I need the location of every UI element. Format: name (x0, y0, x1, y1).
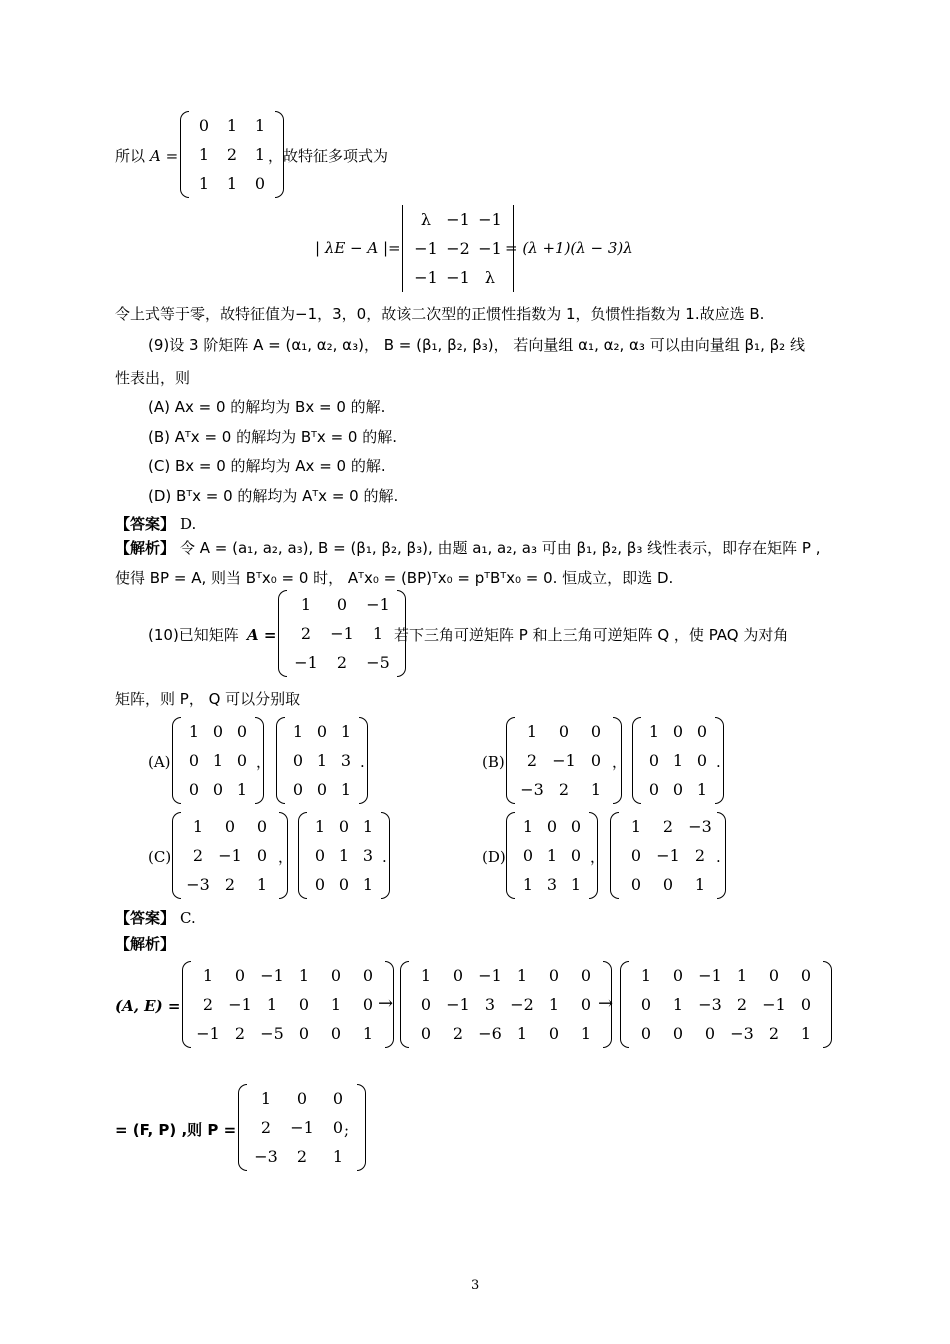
matrix-row (308, 841, 380, 870)
matrix-cell: −2 (510, 995, 534, 1014)
matrix-cell: 1 (548, 995, 560, 1014)
matrix-row (410, 961, 602, 990)
comma: ， (278, 848, 294, 866)
matrix-row (288, 619, 396, 648)
q10-option-b-q (632, 717, 724, 804)
matrix-cell: 0 (640, 1024, 652, 1043)
q10-option-d-p (506, 812, 598, 899)
matrix-cell: 1 (192, 817, 204, 836)
matrix-cell: 2 (296, 1147, 308, 1166)
matrix-row (516, 870, 588, 899)
matrix-cell: −1 (446, 995, 470, 1014)
matrix-cell: 0 (298, 1024, 310, 1043)
matrix-cell: 0 (236, 722, 248, 741)
intro-prefix: 所以 (115, 147, 146, 165)
matrix-cell: λ (484, 268, 496, 287)
matrix-cell: 1 (362, 875, 374, 894)
matrix-cell: 2 (234, 1024, 246, 1043)
matrix-cell: 0 (188, 780, 200, 799)
matrix-cell: −3 (520, 780, 544, 799)
matrix-cell: 1 (254, 116, 266, 135)
matrix-cell: 1 (260, 1089, 272, 1108)
matrix-cell: 2 (202, 995, 214, 1014)
q10-option-c-label: (C) (148, 848, 172, 866)
matrix-cell: 0 (768, 966, 780, 985)
matrix-cell: −3 (254, 1147, 278, 1166)
matrix-cell: 0 (580, 995, 592, 1014)
matrix-cell: 1 (198, 174, 210, 193)
matrix-row (286, 775, 358, 804)
period: . (716, 753, 721, 771)
matrix-cell: 0 (546, 817, 558, 836)
matrix-cell: 2 (226, 145, 238, 164)
matrix-cell: −1 (260, 966, 284, 985)
matrix-row (620, 841, 716, 870)
matrix-row (286, 717, 358, 746)
matrix-cell: 0 (298, 995, 310, 1014)
matrix-cell: 1 (226, 174, 238, 193)
matrix-cell: 0 (548, 1024, 560, 1043)
matrix-cell: 0 (452, 966, 464, 985)
matrix-cell: 0 (234, 966, 246, 985)
matrix-cell: 1 (522, 817, 534, 836)
matrix-cell: 1 (800, 1024, 812, 1043)
q10-stem-line2: 矩阵，则 P， Q 可以分别取 (115, 690, 301, 708)
matrix-row (642, 717, 714, 746)
matrix-row (410, 263, 506, 292)
matrix-cell: 0 (696, 722, 708, 741)
q10-option-a-q (276, 717, 368, 804)
matrix-row (286, 746, 358, 775)
matrix-cell: 1 (198, 145, 210, 164)
matrix-cell: −1 (414, 268, 438, 287)
matrix-cell: 1 (256, 875, 268, 894)
q10-answer-tag: 【答案】 (115, 909, 176, 927)
matrix-cell: 2 (300, 624, 312, 643)
intro-suffix: ，故特征多项式为 (268, 147, 389, 165)
matrix-cell: 1 (546, 846, 558, 865)
augmented-matrix-1 (182, 961, 394, 1048)
matrix-cell: 2 (694, 846, 706, 865)
matrix-row (308, 870, 380, 899)
matrix-cell: 1 (694, 875, 706, 894)
q10-option-a-label: (A) (148, 753, 171, 771)
matrix-cell: 2 (224, 875, 236, 894)
matrix-cell: 1 (298, 966, 310, 985)
matrix-row (192, 961, 384, 990)
matrix-cell: 3 (362, 846, 374, 865)
matrix-row (182, 812, 278, 841)
matrix-cell: 2 (452, 1024, 464, 1043)
matrix-row (516, 812, 588, 841)
matrix-cell: 1 (640, 966, 652, 985)
matrix-cell: 2 (768, 1024, 780, 1043)
matrix-cell: 0 (316, 722, 328, 741)
matrix-cell: 0 (212, 722, 224, 741)
q10-option-b-label: (B) (482, 753, 505, 771)
matrix-row (182, 775, 254, 804)
matrix-cell: 2 (736, 995, 748, 1014)
matrix-cell: −3 (698, 995, 722, 1014)
matrix-cell: 0 (332, 1089, 344, 1108)
matrix-cell: 0 (316, 780, 328, 799)
matrix-cell: 0 (590, 722, 602, 741)
matrix-cell: −1 (414, 239, 438, 258)
matrix-cell: 1 (672, 995, 684, 1014)
matrix-cell: 0 (672, 966, 684, 985)
matrix-cell: −1 (478, 239, 502, 258)
matrix-cell: 0 (696, 751, 708, 770)
matrix-cell: −1 (294, 653, 318, 672)
matrix-row (190, 169, 274, 198)
matrix-cell: 1 (590, 780, 602, 799)
matrix-cell: 0 (548, 966, 560, 985)
determinant (400, 205, 516, 292)
matrix-cell: 1 (188, 722, 200, 741)
matrix-cell: 1 (202, 966, 214, 985)
matrix-cell: 0 (580, 966, 592, 985)
matrix-cell: 0 (330, 966, 342, 985)
matrix-cell: 3 (484, 995, 496, 1014)
q10-analysis-tag: 【解析】 (115, 935, 176, 953)
a-equals: A = (150, 147, 179, 165)
matrix-cell: 1 (226, 116, 238, 135)
ae-lhs: (A, E) = (115, 997, 181, 1015)
q9-answer: D. (180, 515, 197, 533)
matrix-cell: 1 (212, 751, 224, 770)
augmented-matrix-2 (400, 961, 612, 1048)
matrix-cell: 1 (338, 846, 350, 865)
q9-answer-tag: 【答案】 (115, 515, 176, 533)
q10-matrix-a (278, 590, 406, 677)
matrix-cell: 3 (340, 751, 352, 770)
q10-option-c-p (172, 812, 288, 899)
matrix-cell: 0 (420, 995, 432, 1014)
comma: ， (590, 848, 606, 866)
matrix-cell: λ (420, 210, 432, 229)
matrix-cell: 2 (662, 817, 674, 836)
matrix-cell: 0 (640, 995, 652, 1014)
matrix-cell: 0 (662, 875, 674, 894)
matrix-cell: 1 (522, 875, 534, 894)
arrow-icon: → (598, 993, 614, 1014)
matrix-cell: −1 (330, 624, 354, 643)
matrix-cell: 1 (516, 1024, 528, 1043)
conclusion: 令上式等于零，故特征值为−1，3，0，故该二次型的正惯性指数为 1，负惯性指数为 1.故应选 B. (115, 305, 765, 323)
matrix-cell: −5 (366, 653, 390, 672)
q10-option-d-q (610, 812, 726, 899)
matrix-cell: 0 (362, 995, 374, 1014)
matrix-row (630, 990, 822, 1019)
matrix-cell: 0 (338, 875, 350, 894)
matrix-cell: 1 (648, 722, 660, 741)
matrix-cell: 1 (526, 722, 538, 741)
q9-analysis-line2: 使得 BP = A, 则当 Bᵀx₀ = 0 时， Aᵀx₀ = (BP)ᵀx₀ = pᵀBᵀx₀ = 0. 恒成立，即选 D. (115, 569, 674, 587)
q10-option-b-p (506, 717, 622, 804)
q10-option-d-label: (D) (482, 848, 506, 866)
matrix-cell: 0 (800, 995, 812, 1014)
matrix-row (410, 990, 602, 1019)
matrix-cell: −1 (478, 966, 502, 985)
matrix-row (516, 775, 612, 804)
matrix-cell: −1 (218, 846, 242, 865)
matrix-cell: 0 (648, 780, 660, 799)
matrix-cell: 0 (330, 1024, 342, 1043)
matrix-row (190, 111, 274, 140)
matrix-cell: 0 (332, 1118, 344, 1137)
matrix-cell: 2 (526, 751, 538, 770)
matrix-cell: −1 (228, 995, 252, 1014)
matrix-cell: 0 (336, 595, 348, 614)
matrix-row (630, 961, 822, 990)
matrix-cell: −1 (446, 210, 470, 229)
matrix-cell: 0 (800, 966, 812, 985)
matrix-row (248, 1113, 356, 1142)
matrix-cell: −1 (762, 995, 786, 1014)
period: . (382, 848, 387, 866)
period: . (716, 848, 721, 866)
matrix-cell: 1 (372, 624, 384, 643)
matrix-cell: 0 (522, 846, 534, 865)
matrix-cell: 1 (516, 966, 528, 985)
matrix-cell: 1 (362, 817, 374, 836)
matrix-cell: 0 (420, 1024, 432, 1043)
matrix-cell: −1 (196, 1024, 220, 1043)
matrix-row (620, 812, 716, 841)
matrix-cell: 1 (236, 780, 248, 799)
matrix-cell: −1 (478, 210, 502, 229)
matrix-row (182, 870, 278, 899)
matrix-cell: 2 (558, 780, 570, 799)
matrix-cell: 0 (338, 817, 350, 836)
matrix-row (642, 775, 714, 804)
q10-a-equals: A = (247, 626, 277, 644)
fp-lhs: = (F, P) ,则 P = (115, 1121, 237, 1139)
matrix-cell: 2 (336, 653, 348, 672)
matrix-cell: 0 (212, 780, 224, 799)
matrix-cell: 0 (224, 817, 236, 836)
det-lhs: | λE − A |= (315, 239, 401, 257)
matrix-cell: 2 (192, 846, 204, 865)
matrix-cell: 1 (362, 1024, 374, 1043)
matrix-cell: 0 (558, 722, 570, 741)
matrix-cell: 0 (296, 1089, 308, 1108)
matrix-cell: 0 (672, 1024, 684, 1043)
matrix-cell: 1 (330, 995, 342, 1014)
matrix-cell: 1 (300, 595, 312, 614)
matrix-cell: 0 (672, 780, 684, 799)
matrix-row (248, 1142, 356, 1171)
matrix-cell: 3 (546, 875, 558, 894)
matrix-cell: 0 (630, 846, 642, 865)
matrix-cell: 0 (292, 751, 304, 770)
q9-stem-line2: 性表出，则 (115, 369, 191, 387)
matrix-cell: 2 (260, 1118, 272, 1137)
q10-option-a-p (172, 717, 264, 804)
matrix-cell: −2 (446, 239, 470, 258)
matrix-cell: 0 (198, 116, 210, 135)
matrix-row (516, 746, 612, 775)
matrix-cell: 0 (256, 817, 268, 836)
matrix-cell: −1 (446, 268, 470, 287)
comma: ， (256, 753, 272, 771)
matrix-row (620, 870, 716, 899)
matrix-row (182, 841, 278, 870)
matrix-cell: 1 (266, 995, 278, 1014)
matrix-cell: 1 (630, 817, 642, 836)
matrix-row (516, 841, 588, 870)
matrix-cell: 1 (316, 751, 328, 770)
matrix-row (308, 812, 380, 841)
matrix-row (410, 234, 506, 263)
page-number: 3 (471, 1278, 480, 1293)
matrix-cell: 1 (254, 145, 266, 164)
comma: ， (612, 753, 628, 771)
matrix-cell: 1 (420, 966, 432, 985)
matrix-row (182, 746, 254, 775)
matrix-cell: 1 (672, 751, 684, 770)
period: . (360, 753, 365, 771)
matrix-cell: 0 (704, 1024, 716, 1043)
q10-prefix: (10)已知矩阵 (148, 626, 239, 644)
matrix-row (192, 990, 384, 1019)
q9-option-d: (D) Bᵀx = 0 的解均为 Aᵀx = 0 的解. (148, 487, 399, 505)
q10-option-c-q (298, 812, 390, 899)
matrix-cell: 0 (254, 174, 266, 193)
q9-analysis-line1: 令 A = (a₁, a₂, a₃), B = (β₁, β₂, β₃), 由题 a₁, a₂, a₃ 可由 β₁, β₂, β₃ 线性表示，即存在矩阵 P , (180, 539, 821, 557)
matrix-cell: −3 (186, 875, 210, 894)
matrix-cell: 1 (696, 780, 708, 799)
matrix-cell: 1 (340, 780, 352, 799)
matrix-cell: −1 (366, 595, 390, 614)
matrix-row (410, 1019, 602, 1048)
q9-stem-line1: (9)设 3 阶矩阵 A = (α₁, α₂, α₃)， B = (β₁, β₂, β₃)， 若向量组 α₁, α₂, α₃ 可以由向量组 β₁, β₂ 线 (148, 336, 805, 354)
matrix-row (642, 746, 714, 775)
matrix-cell: 1 (736, 966, 748, 985)
matrix-row (288, 590, 396, 619)
matrix-cell: 1 (332, 1147, 344, 1166)
matrix-cell: −1 (656, 846, 680, 865)
q10-suffix: 若下三角可逆矩阵 P 和上三角可逆矩阵 Q ，使 PAQ 为对角 (394, 626, 789, 644)
matrix-cell: 0 (292, 780, 304, 799)
matrix-cell: 0 (630, 875, 642, 894)
augmented-matrix-3 (620, 961, 832, 1048)
q9-option-b: (B) Aᵀx = 0 的解均为 Bᵀx = 0 的解. (148, 428, 397, 446)
matrix-cell: 1 (314, 817, 326, 836)
matrix-cell: −3 (730, 1024, 754, 1043)
matrix-cell: −1 (290, 1118, 314, 1137)
matrix-row (288, 648, 396, 677)
matrix-cell: 1 (570, 875, 582, 894)
det-rhs: = (λ +1)(λ − 3)λ (505, 239, 633, 257)
matrix-row (248, 1084, 356, 1113)
matrix-row (630, 1019, 822, 1048)
q9-option-c: (C) Bx = 0 的解均为 Ax = 0 的解. (148, 457, 386, 475)
arrow-icon: → (378, 993, 394, 1014)
matrix-row (190, 140, 274, 169)
matrix-cell: 1 (580, 1024, 592, 1043)
matrix-cell: 0 (590, 751, 602, 770)
matrix-cell: 0 (570, 846, 582, 865)
matrix-row (516, 717, 612, 746)
matrix-cell: 0 (256, 846, 268, 865)
matrix-row (182, 717, 254, 746)
q9-analysis-tag: 【解析】 (115, 539, 176, 557)
q9-option-a: (A) Ax = 0 的解均为 Bx = 0 的解. (148, 398, 386, 416)
matrix-row (192, 1019, 384, 1048)
matrix-cell: 0 (672, 722, 684, 741)
matrix-cell: 0 (314, 846, 326, 865)
matrix-cell: −1 (552, 751, 576, 770)
matrix-cell: −6 (478, 1024, 502, 1043)
matrix-cell: 0 (648, 751, 660, 770)
matrix-cell: −1 (698, 966, 722, 985)
matrix-cell: 1 (292, 722, 304, 741)
matrix-cell: 0 (236, 751, 248, 770)
matrix-cell: 0 (188, 751, 200, 770)
matrix-cell: 1 (340, 722, 352, 741)
fp-suffix: ; (344, 1121, 350, 1139)
matrix-cell: −3 (688, 817, 712, 836)
matrix-cell: 0 (570, 817, 582, 836)
matrix-cell: 0 (314, 875, 326, 894)
matrix-cell: −5 (260, 1024, 284, 1043)
q10-answer: C. (180, 909, 196, 927)
matrix-row (410, 205, 506, 234)
matrix-cell: 0 (362, 966, 374, 985)
